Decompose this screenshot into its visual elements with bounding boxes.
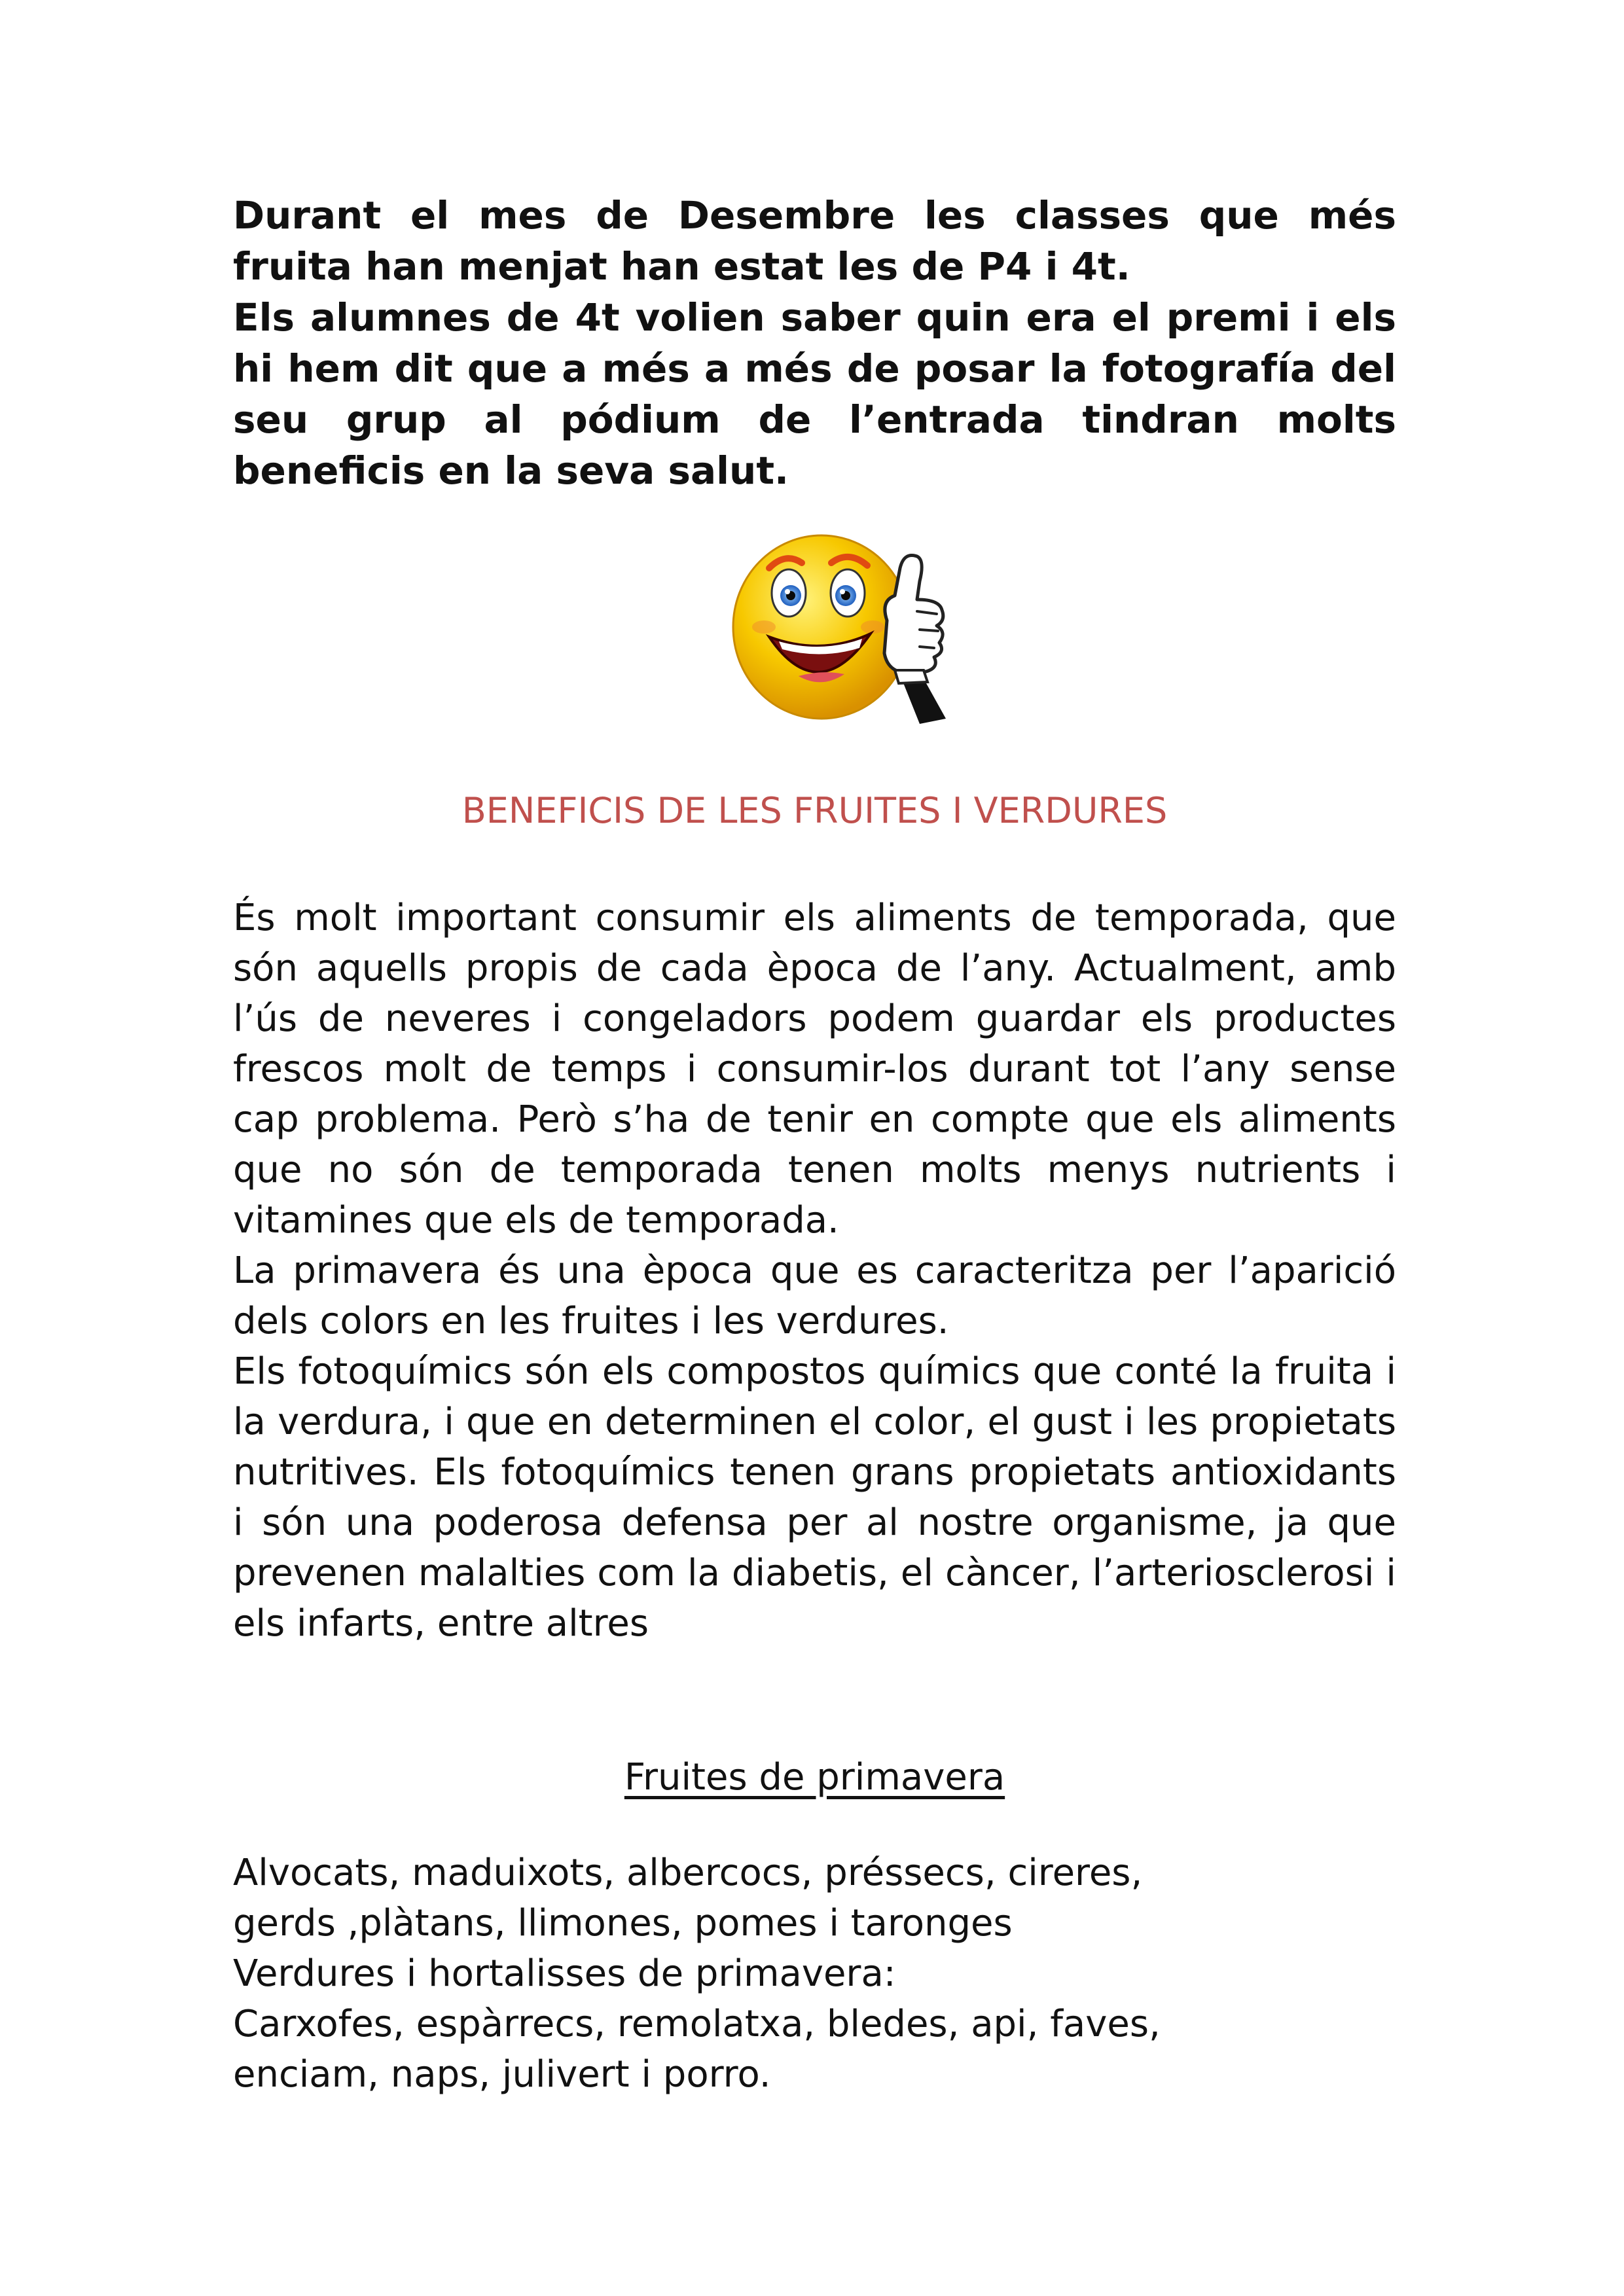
list-line: Alvocats, maduixots, albercocs, préssecs, cireres, <box>233 1852 1143 1894</box>
intro-paragraph-1: Durant el mes de Desembre les classes que més fruita han menjat han estat les de P4 i 4t. <box>233 193 1396 289</box>
list-line: Carxofes, espàrrecs, remolatxa, bledes, api, faves, <box>233 2003 1161 2045</box>
section-paragraph-1: És molt important consumir els aliments de temporada, que són aquells propis de cada època de l’any. Actualment, amb l’ús de neveres i congeladors podem guardar els productes frescos molt de temps i consumir-los durant tot l’any sense cap problema. Però s’ha de tenir en compte que els aliments que no són de temporada tenen molts menys nutrients i vitamines que els de temporada. <box>233 897 1396 1242</box>
list-line: Verdures i hortalisses de primavera: <box>233 1952 896 1995</box>
intro-block <box>233 190 1396 496</box>
section-body <box>233 893 1396 1649</box>
document-page <box>233 190 1396 2100</box>
smiley-thumbs-up-icon <box>723 522 959 725</box>
list-line: gerds ,plàtans, llimones, pomes i taronges <box>233 1902 1013 1945</box>
spring-fruits-subtitle: Fruites de primavera <box>624 1756 1005 1799</box>
smiley-illustration <box>723 522 959 725</box>
section-paragraph-2: La primavera és una època que es caracteritza per l’aparició dels colors en les fruites i les verdures. <box>233 1249 1396 1342</box>
section-paragraph-3: Els fotoquímics són els compostos químics que conté la fruita i la verdura, i que en determinen el color, el gust i les propietats nutritives. Els fotoquímics tenen grans propietats antioxidants i són una poderosa defensa per al nostre organisme, ja que prevenen malalties com la diabetis, el càncer, l’arteriosclerosi i els infarts, entre altres <box>233 1350 1396 1645</box>
spring-list <box>233 1848 1396 2100</box>
intro-paragraph-2: Els alumnes de 4t volien saber quin era el premi i els hi hem dit que a més a més de posar la fotografía del seu grup al pódium de l’entrada tindran molts beneficis en la seva salut. <box>233 295 1396 493</box>
list-line: enciam, naps, julivert i porro. <box>233 2053 771 2096</box>
section-title: BENEFICIS DE LES FRUITES I VERDURES <box>461 790 1168 831</box>
